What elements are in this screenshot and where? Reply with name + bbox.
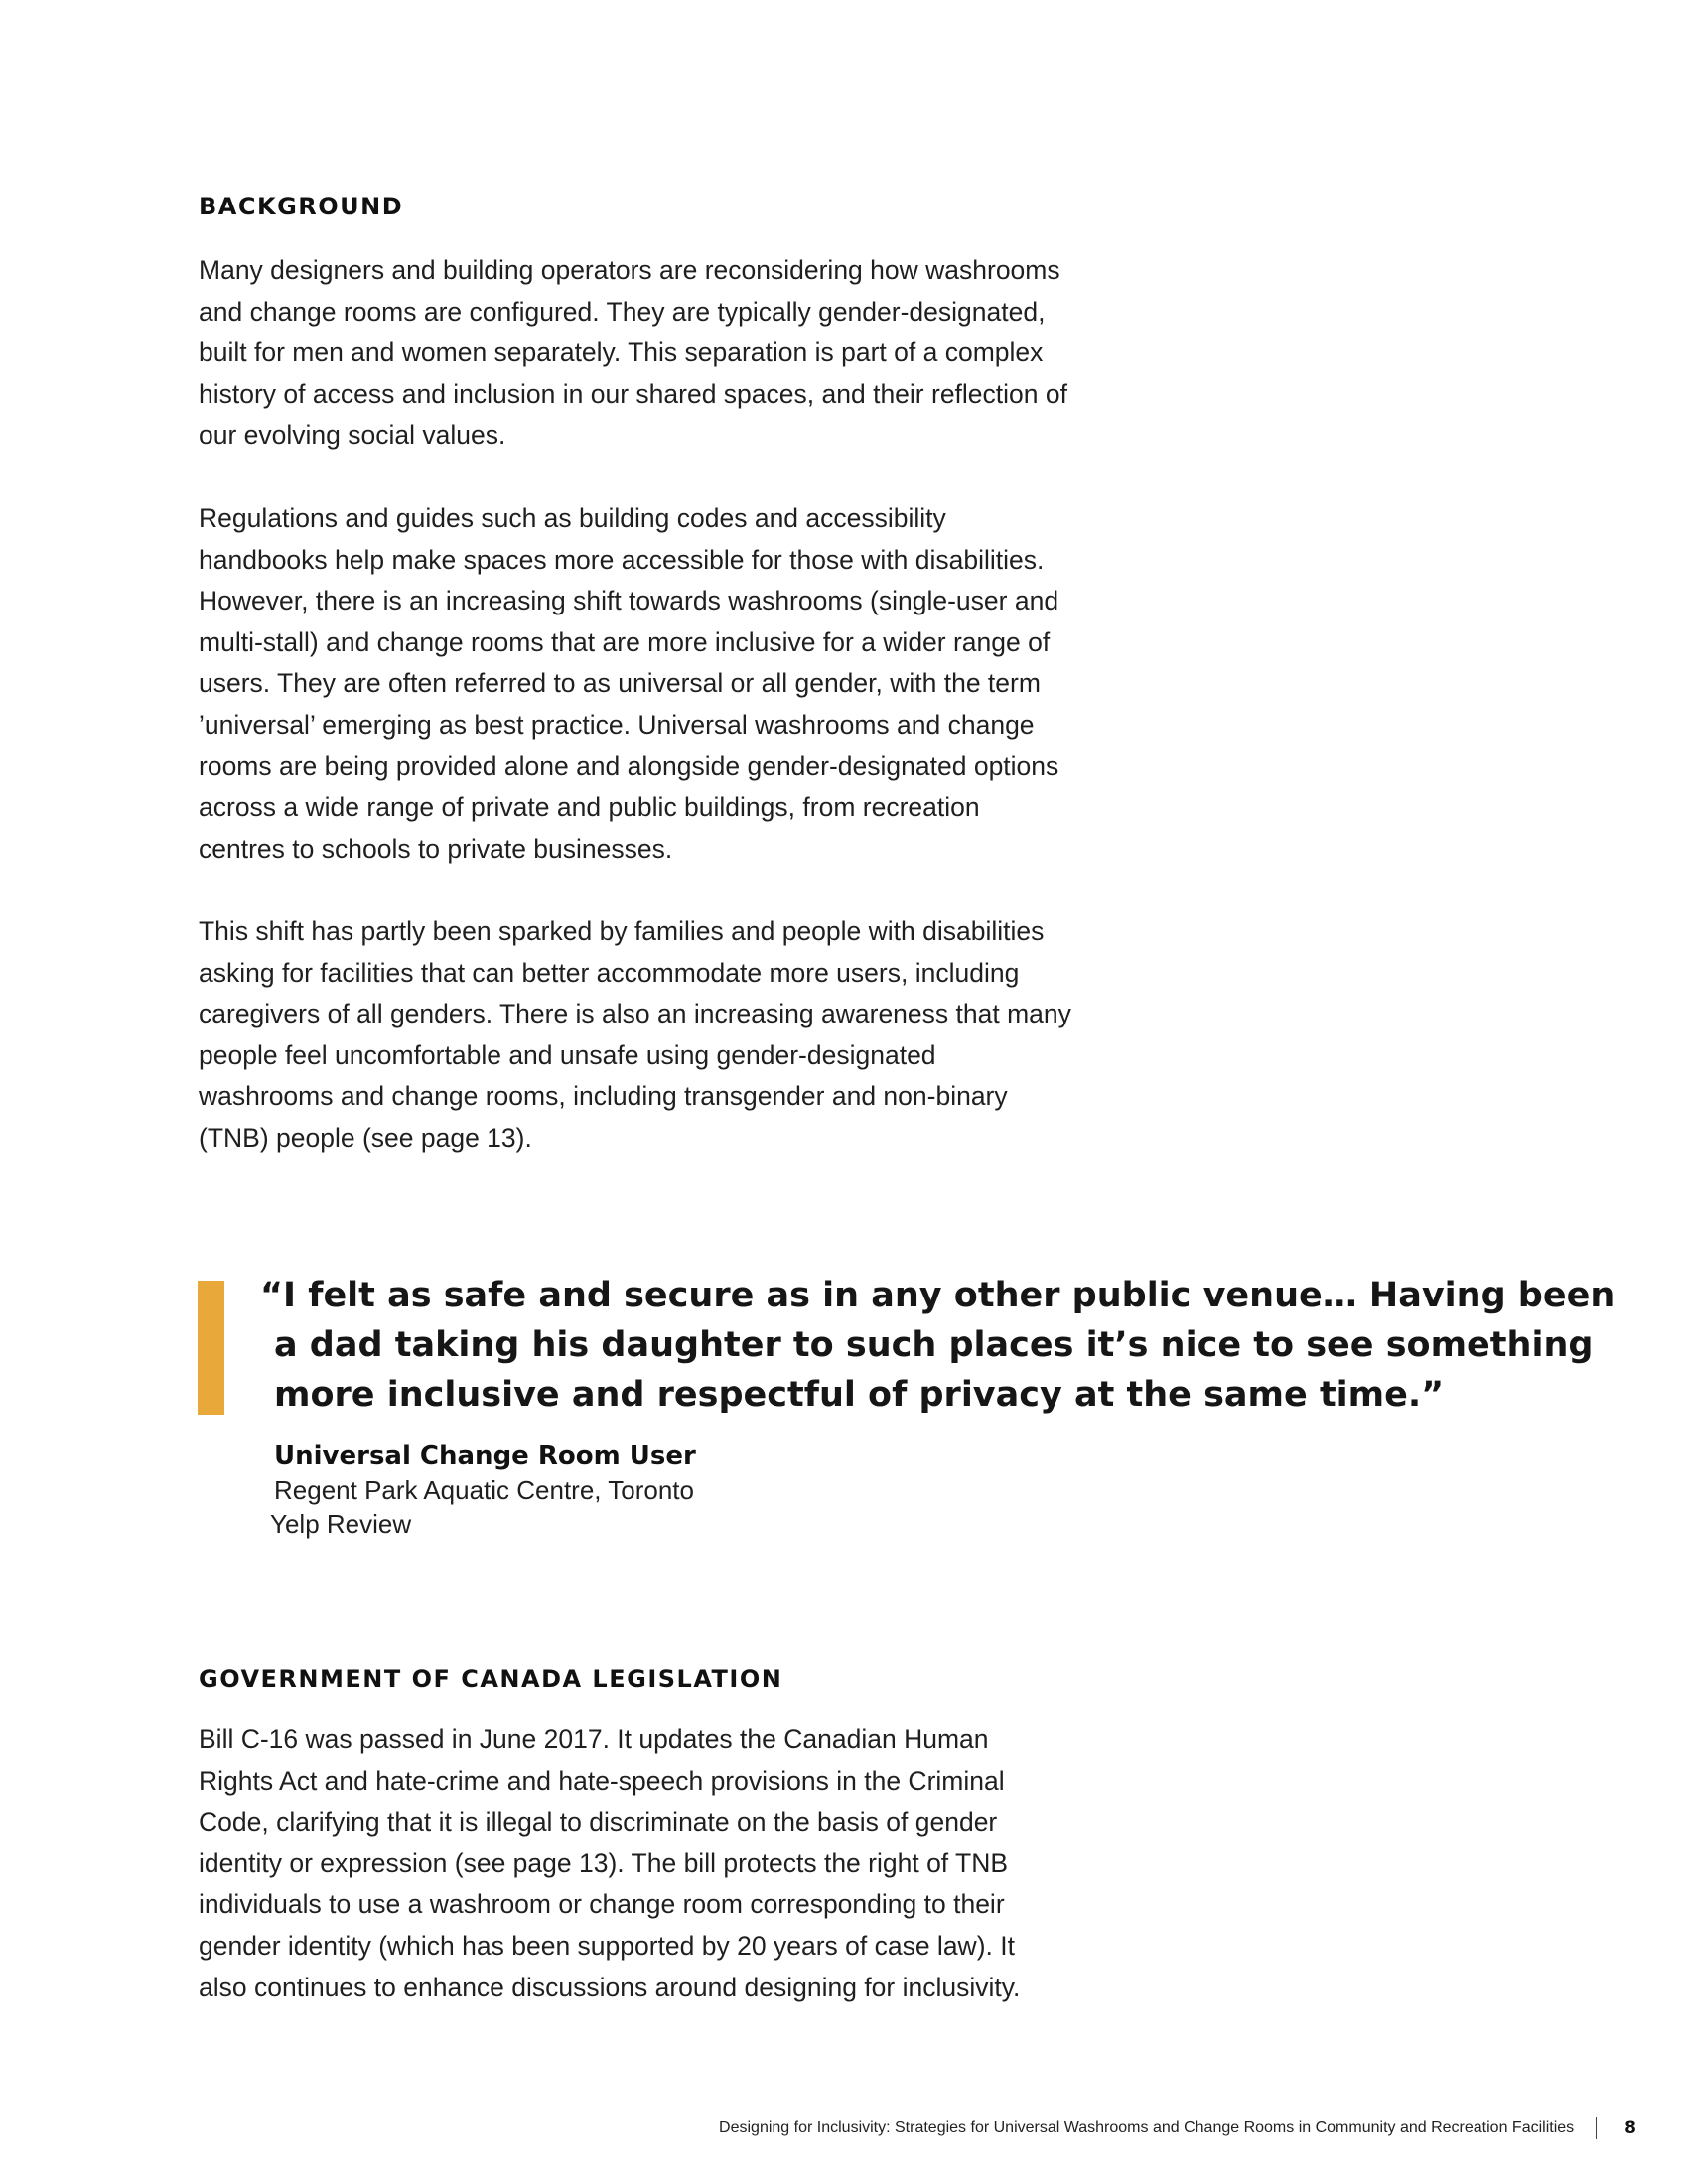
attribution-location: Regent Park Aquatic Centre, Toronto bbox=[274, 1475, 694, 1505]
background-paragraph-1: Many designers and building operators are reconsidering how washrooms and change rooms are configured. They are typically gender-designated, built for men and women separately. This separation is part of a complex history of access and inclusion in our shared spaces, and their reflection of our evolving social values. bbox=[199, 255, 1067, 451]
background-paragraph-3: This shift has partly been sparked by families and people with disabilities asking for facilities that can better accommodate more users, including caregivers of all genders. There is also an increasing awareness that many people feel uncomfortable and unsafe using gender-designated washrooms and change rooms, including transgender and non-binary (TNB) people (see page 13). bbox=[199, 916, 1071, 1153]
attribution-name: Universal Change Room User bbox=[274, 1441, 696, 1471]
pull-quote-line-1: “I felt as safe and secure as in any other public venue… Having been bbox=[260, 1276, 1616, 1315]
legislation-paragraph-1: Bill C-16 was passed in June 2017. It updates the Canadian Human Rights Act and hate-crime and hate-speech provisions in the Criminal Code, clarifying that it is illegal to discriminate on the basis of gender identity or expression (see page 13). The bill protects the right of TNB individuals to use a washroom or change room corresponding to their gender identity (which has been supported by 20 years of case law). It also continues to enhance discussions around designing for inclusivity. bbox=[199, 1724, 1021, 2002]
footer-divider bbox=[1596, 2117, 1597, 2139]
quote-accent-bar bbox=[198, 1281, 224, 1415]
page-footer bbox=[719, 2117, 1636, 2139]
page-number: 8 bbox=[1624, 2118, 1636, 2138]
pull-quote-line-2: a dad taking his daughter to such places it’s nice to see something bbox=[274, 1325, 1594, 1365]
background-paragraph-2: Regulations and guides such as building codes and accessibility handbooks help make spaces more accessible for those with disabilities. However, there is an increasing shift towards washrooms (single-user and multi-stall) and change rooms that are more inclusive for a wider range of users. They are often referred to as universal or all gender, with the term ’universal’ emerging as best practice. Universal washrooms and change rooms are being provided alone and alongside gender-designated options across a wide range of private and public buildings, from recreation centres to schools to private businesses. bbox=[199, 503, 1059, 864]
pull-quote bbox=[260, 1271, 1616, 1420]
footer-document-title: Designing for Inclusivity: Strategies for Universal Washrooms and Change Rooms in Community and Recreation Facilities bbox=[719, 2119, 1575, 2136]
quote-attribution bbox=[270, 1439, 696, 1541]
pull-quote-line-3: more inclusive and respectful of privacy at the same time.” bbox=[274, 1375, 1445, 1415]
legislation-heading: GOVERNMENT OF CANADA LEGISLATION bbox=[199, 1665, 783, 1693]
background-heading: BACKGROUND bbox=[199, 193, 404, 220]
attribution-source: Yelp Review bbox=[270, 1509, 412, 1539]
